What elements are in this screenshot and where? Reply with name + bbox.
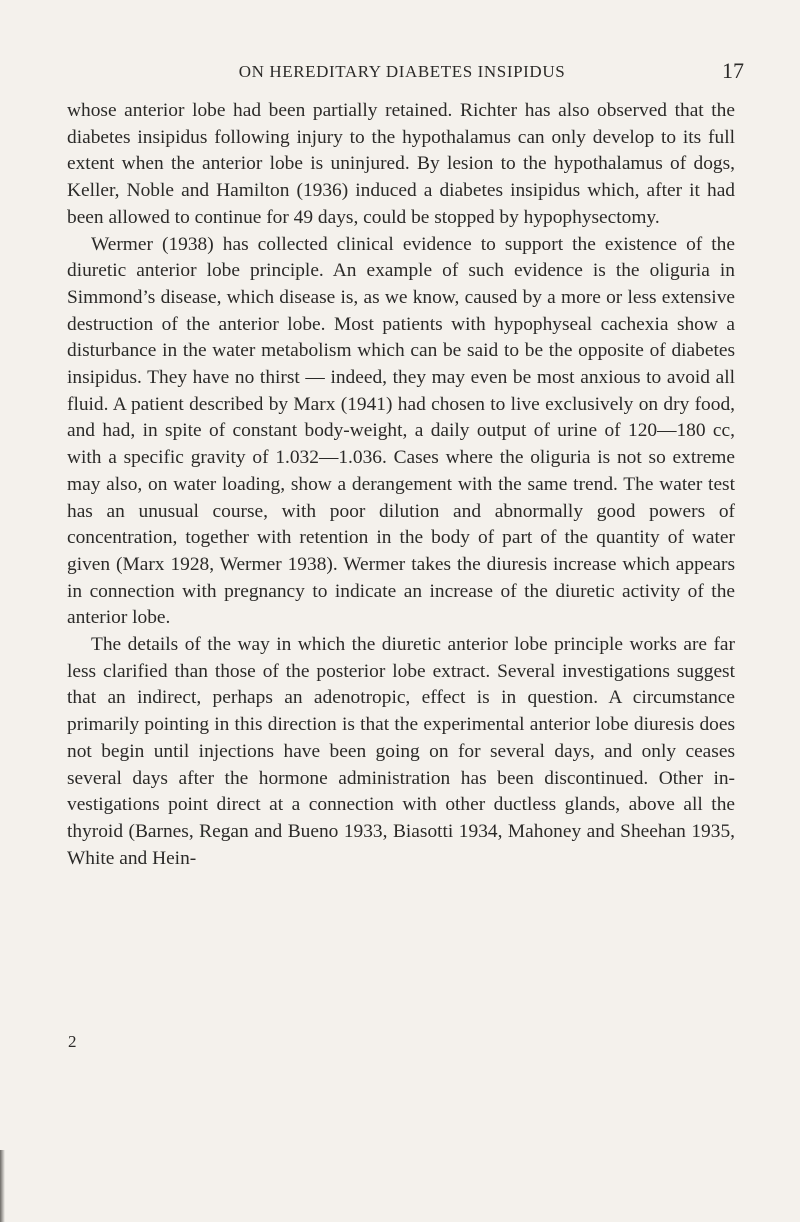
page-number: 17 [722, 58, 744, 83]
paragraph-3: The details of the way in which the diuretic anterior lobe principle works are far less clarified than those of the posterior lobe extract. Several investigations suggest that an indirect, perhaps an adenotropic, effect is in question. A circumstance primarily pointing in this direction is that the experimental anterior lobe diuresis does not begin until injections have been going on for several days, and only ceases several days after the hormone administration has been discontinued. Other investigations point direct at a connection with other ductless glands, above all the thyroid (Barnes, Regan and Bueno 1933, Biasotti 1934, Mahoney and Sheehan 1935, White and Hein- [67, 634, 735, 869]
page-edge-shadow [0, 1150, 5, 1222]
paragraph-2: Wermer (1938) has collected clinical evidence to support the existence of the diuretic anterior lobe principle. An example of such evidence is the oliguria in Simmond’s disease, which disease is, as we know, caused by a more or less extensive destruction of the anterior lobe. Most patients with hypophyseal cachexia show a disturbance in the water metabolism which can be said to be the opposite of diabetes insipidus. They have no thirst — indeed, they may even be most anxious to avoid all fluid. A patient described by Marx (1941) had chosen to live exclusively on dry food, and had, in spite of constant body-weight, a daily output of urine of 120—180 cc, with a specific gravity of 1.032—1.036. Cases where the oliguria is not so extreme may also, on water loading, show a derangement with the same trend. The water test has an unusual course, with poor dilution and abnormally good powers of concentration, together with retention in the body of part of the quantity of water given (Marx 1928, Wermer 1938). Wermer takes the diuresis increase which appears in connection with pregnancy to indicate an increase of the diuretic activity of the anterior lobe. [67, 233, 735, 629]
paragraph-1: whose anterior lobe had been partially retained. Richter has also observed that the diabetes insipidus following injury to the hypothalamus can only develop to its full extent when the anterior lobe is uninjured. By lesion to the hypothalamus of dogs, Keller, Noble and Hamilton (1936) induced a diabetes insipidus which, after it had been allowed to continue for 49 days, could be stopped by hypophysectomy. [67, 100, 735, 228]
body-text [67, 98, 735, 872]
running-header [60, 58, 744, 86]
signature-mark: 2 [68, 1032, 77, 1051]
running-title: ON HEREDITARY DIABETES INSIPIDUS [238, 62, 566, 81]
